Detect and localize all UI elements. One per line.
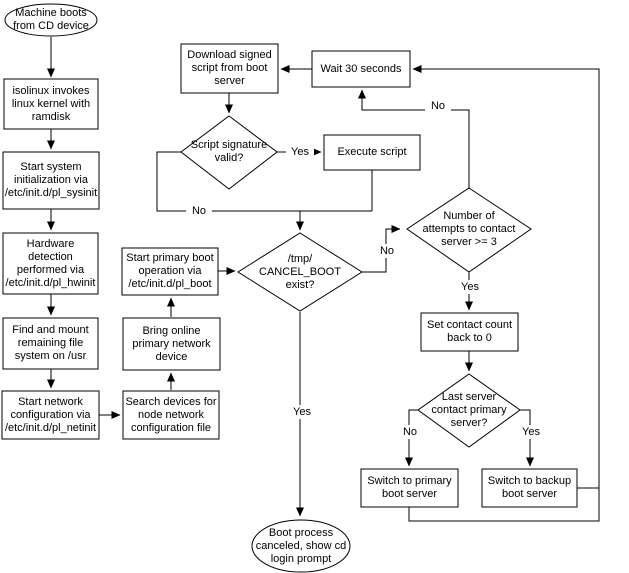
node-isolinux-label: isolinux invokes linux kernel with ramdisk — [11, 84, 91, 123]
node-netinit-shape — [2, 391, 99, 439]
edge-label-lastserver-no: No — [397, 425, 423, 439]
node-sysinit-shape — [3, 152, 99, 209]
node-cancel-label: /tmp/ CANCEL_BOOT exist? — [259, 252, 341, 291]
node-switchbackup-label: Switch to backup boot server — [487, 475, 572, 500]
node-sigvalid-label: Script signature valid? — [190, 139, 268, 164]
node-start-label: Machine boots from CD device — [13, 7, 89, 32]
node-switchbackup-shape — [482, 469, 577, 507]
node-lastserver-shape — [418, 374, 520, 447]
node-findmount-shape — [3, 318, 98, 369]
node-attempts-label: Number of attempts to contact server >= 3 — [422, 209, 516, 248]
node-execute-label: Execute script — [337, 146, 407, 158]
edge-label-lastserver-yes: Yes — [517, 425, 545, 439]
edge-label-attempts-no: No — [425, 99, 451, 113]
node-setcount-label: Set contact count back to 0 — [427, 319, 512, 344]
node-download-label: Download signed script from boot server — [187, 49, 272, 87]
edge-label-cancel-no: No — [374, 244, 400, 258]
edge-label-sigvalid-yes: Yes — [286, 145, 314, 159]
node-lastserver-label: Last server contact primary server? — [431, 390, 507, 429]
node-hwinit-label: Hardware detection performed via /etc/init.d/pl_hwinit — [5, 237, 96, 289]
node-search-shape — [123, 391, 219, 439]
node-findmount-label: Find and mount remaining file system on /usr — [12, 324, 89, 362]
node-bring-label: Bring online primary network device — [132, 324, 211, 363]
node-download-shape — [181, 44, 278, 93]
node-end-label: Boot process canceled, show cd login prompt — [255, 526, 347, 565]
node-start-shape — [5, 4, 97, 36]
node-sigvalid-shape — [181, 116, 277, 189]
edge-label-sigvalid-no: No — [186, 204, 212, 218]
node-cancel-shape — [238, 233, 362, 311]
node-wait-label: Wait 30 seconds — [320, 62, 402, 75]
edge-label-cancel-yes: Yes — [288, 405, 316, 419]
node-sysinit-label: Start system initialization via /etc/init.d/pl_sysinit — [4, 161, 98, 199]
node-attempts-shape — [407, 188, 531, 272]
node-switchprimary-shape — [361, 469, 458, 507]
node-setcount-shape — [421, 313, 518, 351]
node-plboot-label: Start primary boot operation via /etc/init.d/pl_boot — [126, 252, 214, 290]
edge-switch-loop-wait — [409, 69, 599, 521]
node-end-shape — [252, 520, 350, 572]
node-isolinux-shape — [4, 79, 98, 129]
node-hwinit-shape — [3, 233, 98, 294]
node-plboot-shape — [122, 248, 218, 295]
node-netinit-label: Start network configuration via /etc/init.d/pl_netinit — [4, 395, 97, 434]
node-switchprimary-label: Switch to primary boot server — [367, 475, 452, 500]
node-wait-shape — [312, 51, 410, 87]
node-search-label: Search devices for node network configuration file — [125, 395, 217, 434]
node-execute-shape — [324, 135, 420, 170]
node-bring-shape — [123, 318, 220, 370]
edge-label-attempts-yes: Yes — [456, 280, 484, 294]
